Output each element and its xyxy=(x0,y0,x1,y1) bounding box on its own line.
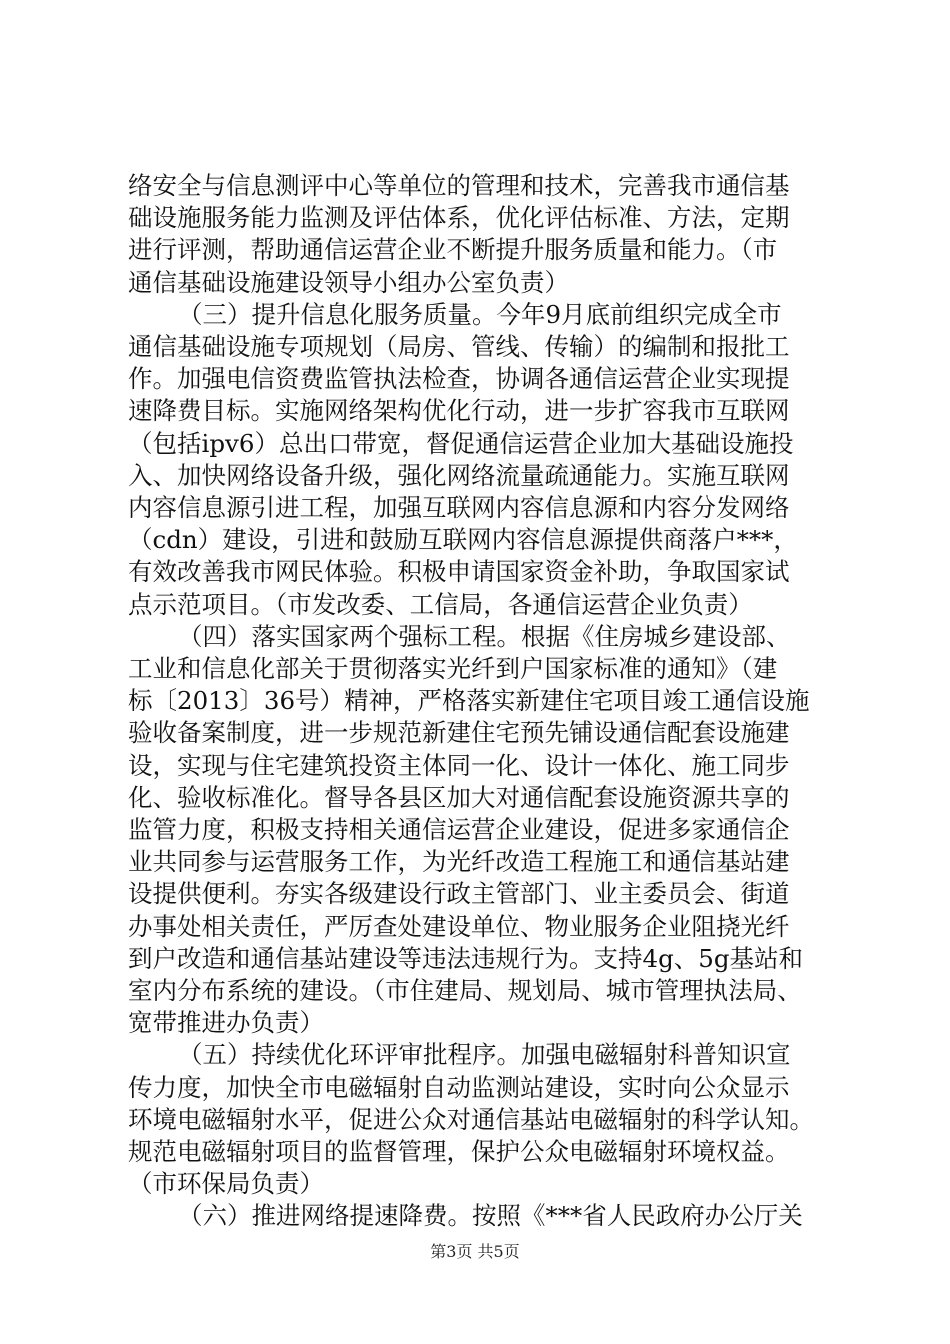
body-line-11: 内容信息源引进工程，加强互联网内容信息源和内容分发网络 xyxy=(128,493,790,522)
body-line-23: 设提供便利。夯实各级建设行政主管部门、业主委员会、街道 xyxy=(128,879,790,909)
body-line-8: 速降费目标。实施网络架构优化行动，进一步扩容我市互联网 xyxy=(128,396,790,426)
body-line-27: 宽带推进办负责） xyxy=(128,1008,324,1038)
body-line-32: （市环保局负责） xyxy=(128,1169,324,1199)
body-line-20: 化、验收标准化。督导各县区加大对通信配套设施资源共享的 xyxy=(128,782,790,812)
body-line-25: 到户改造和通信基站建设等违法违规行为。支持4g、5g基站和 xyxy=(128,943,804,973)
body-line-16: 工业和信息化部关于贯彻落实光纤到户国家标准的通知》（建 xyxy=(128,654,778,683)
body-line-21: 监管力度，积极支持相关通信运营企业建设，促进多家通信企 xyxy=(128,815,790,844)
body-line-17: 标〔2013〕36号）精神，严格落实新建住宅项目竣工通信设施 xyxy=(128,686,810,716)
body-line-24: 办事处相关责任，严厉查处建设单位、物业服务企业阻挠光纤 xyxy=(128,911,790,941)
body-line-22: 业共同参与运营服务工作，为光纤改造工程施工和通信基站建 xyxy=(128,847,790,877)
body-line-9: （包括ipv6）总出口带宽，督促通信运营企业加大基础设施投 xyxy=(128,428,794,458)
body-line-4: 通信基础设施建设领导小组办公室负责） xyxy=(128,267,569,297)
body-line-18: 验收备案制度，进一步规范新建住宅预先铺设通信配套设施建 xyxy=(128,718,790,748)
body-line-7: 作。加强电信资费监管执法检查，协调各通信运营企业实现提 xyxy=(128,364,790,394)
body-line-10: 入、加快网络设备升级，强化网络流量疏通能力。实施互联网 xyxy=(128,460,790,490)
section-three-heading: （三）提升信息化服务质量。今年9月底前组织完成全市 xyxy=(178,299,782,329)
section-five-heading: （五）持续优化环评审批程序。加强电磁辐射科普知识宣 xyxy=(178,1040,791,1070)
body-line-3: 进行评测，帮助通信运营企业不断提升服务质量和能力。（市 xyxy=(128,235,778,265)
body-line-14: 点示范项目。（市发改委、工信局，各通信运营企业负责） xyxy=(128,589,753,619)
body-line-13: 有效改善我市网民体验。积极申请国家资金补助，争取国家试 xyxy=(128,557,790,587)
body-line-6: 通信基础设施专项规划（局房、管线、传输）的编制和报批工 xyxy=(128,332,790,361)
body-line-31: 规范电磁辐射项目的监督管理，保护公众电磁辐射环境权益。 xyxy=(128,1137,790,1166)
body-line-12: （cdn）建设，引进和鼓励互联网内容信息源提供商落户***， xyxy=(128,525,798,555)
body-line-30: 环境电磁辐射水平，促进公众对通信基站电磁辐射的科学认知。 xyxy=(128,1104,814,1134)
body-line-1: 络安全与信息测评中心等单位的管理和技术，完善我市通信基 xyxy=(128,171,790,200)
body-line-29: 传力度，加快全市电磁辐射自动监测站建设，实时向公众显示 xyxy=(128,1072,790,1102)
page-number-footer: 第3页 共5页 xyxy=(430,1242,520,1261)
section-four-heading: （四）落实国家两个强标工程。根据《住房城乡建设部、 xyxy=(178,621,791,651)
body-line-2: 础设施服务能力监测及评估体系，优化评估标准、方法，定期 xyxy=(128,203,790,233)
body-line-26: 室内分布系统的建设。（市住建局、规划局、城市管理执法局、 xyxy=(128,976,802,1005)
section-six-heading: （六）推进网络提速降费。按照《***省人民政府办公厅关 xyxy=(178,1201,803,1231)
body-line-19: 设，实现与住宅建筑投资主体同一化、设计一体化、施工同步 xyxy=(128,750,790,780)
